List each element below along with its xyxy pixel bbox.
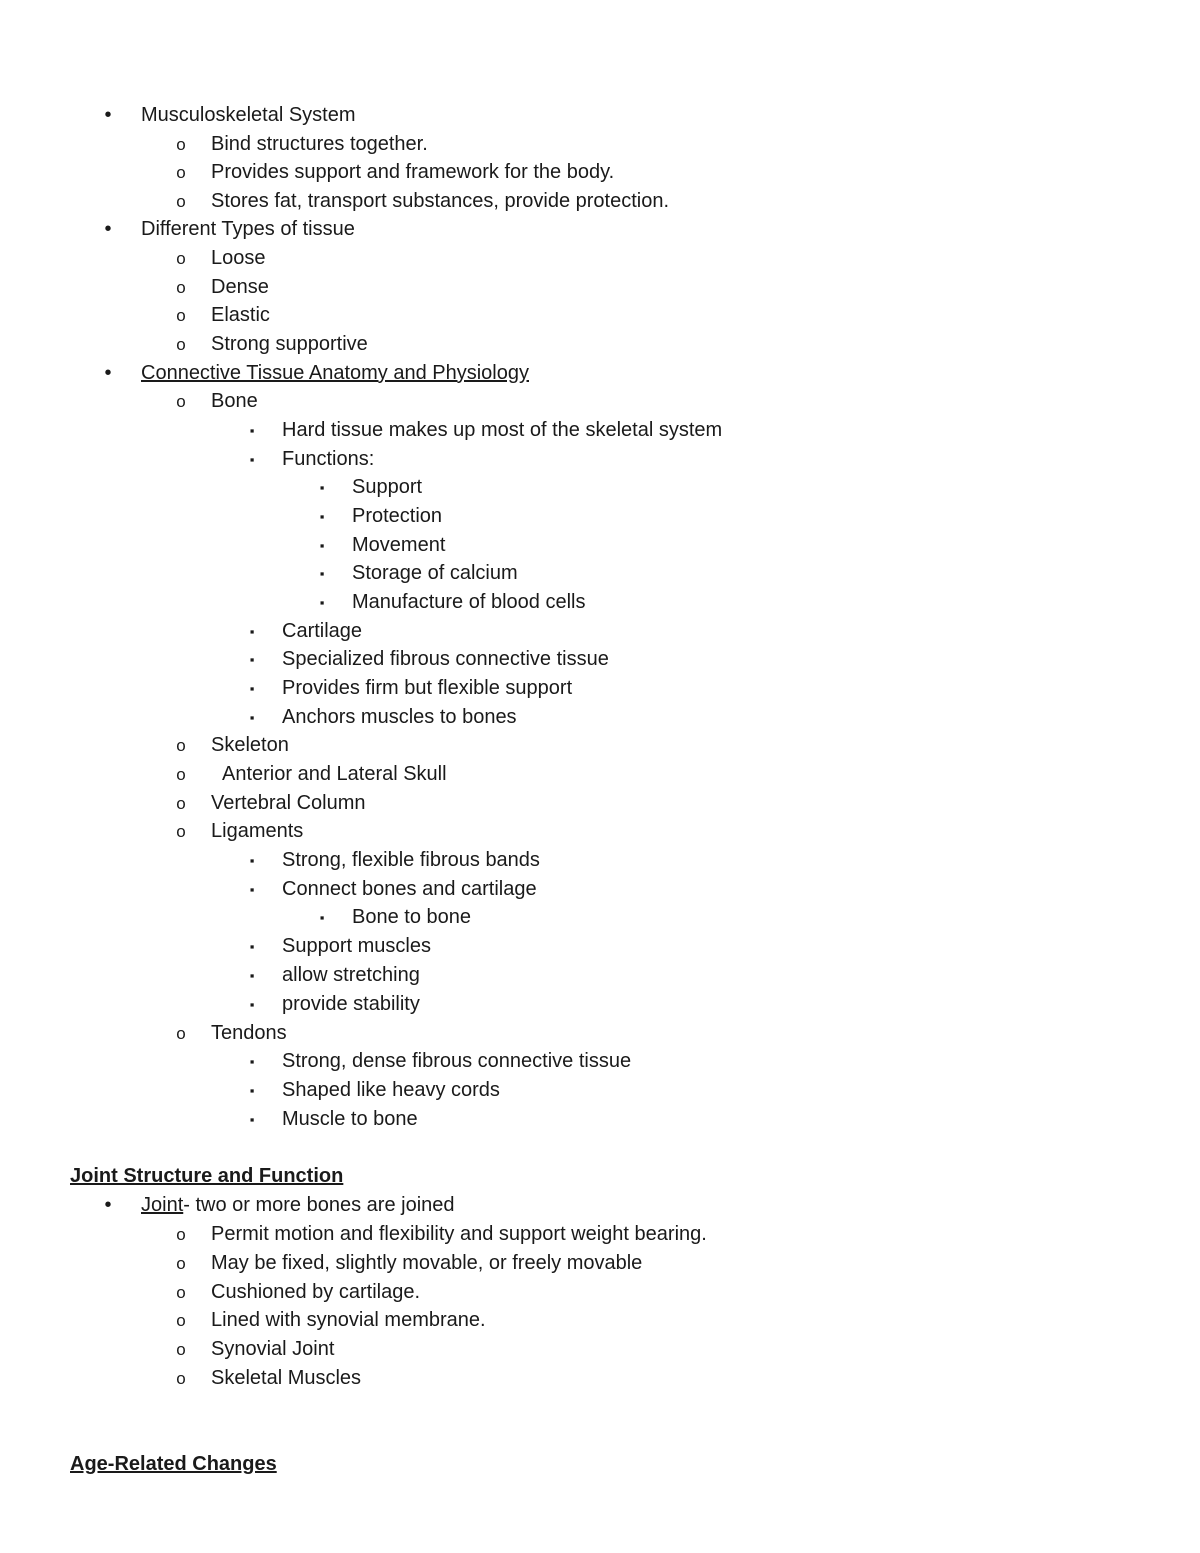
list-item-text: Vertebral Column xyxy=(211,792,366,814)
list-item-text: Bone to bone xyxy=(352,906,471,928)
bullet-square: ▪ xyxy=(249,968,255,983)
list-item-text: Synovial Joint xyxy=(211,1338,335,1360)
bullet-square: ▪ xyxy=(249,681,255,696)
bullet-disc: • xyxy=(104,1194,112,1216)
bullet-circle: o xyxy=(176,1024,186,1043)
bullet-square: ▪ xyxy=(249,1112,255,1127)
bullet-disc: • xyxy=(104,362,112,384)
list-item-text: Musculoskeletal System xyxy=(141,104,356,126)
section-heading-joint: Joint Structure and Function xyxy=(70,1165,344,1187)
list-item-text: Muscle to bone xyxy=(282,1108,418,1130)
bullet-square: ▪ xyxy=(249,882,255,897)
list-item-text: Functions: xyxy=(282,448,375,470)
bullet-circle: o xyxy=(176,1311,186,1330)
bullet-circle: o xyxy=(176,163,186,182)
bullet-square: ▪ xyxy=(249,624,255,639)
list-item-text: Dense xyxy=(211,276,269,298)
bullet-square: ▪ xyxy=(319,595,325,610)
list-item-text: Hard tissue makes up most of the skeletal system xyxy=(282,419,723,441)
bullet-square: ▪ xyxy=(319,509,325,524)
bullet-square: ▪ xyxy=(319,910,325,925)
list-item-text: Connect bones and cartilage xyxy=(282,878,537,900)
list-item-text: May be fixed, slightly movable, or freely movable xyxy=(211,1252,643,1274)
list-item-text: allow stretching xyxy=(282,964,420,986)
list-item-text: Elastic xyxy=(211,304,270,326)
list-item-text: Cushioned by cartilage. xyxy=(211,1281,421,1303)
bullet-circle: o xyxy=(176,1369,186,1388)
list-item-text: Skeletal Muscles xyxy=(211,1367,362,1389)
bullet-square: ▪ xyxy=(249,452,255,467)
bullet-circle: o xyxy=(176,765,186,784)
list-item-text: Protection xyxy=(352,505,443,527)
joint-term: Joint xyxy=(141,1194,184,1216)
bullet-circle: o xyxy=(176,335,186,354)
list-item-text: Support xyxy=(352,476,423,498)
list-item-text: Provides support and framework for the body. xyxy=(211,161,615,183)
list-item-text: Lined with synovial membrane. xyxy=(211,1309,486,1331)
bullet-circle: o xyxy=(176,192,186,211)
list-item-text: Skeleton xyxy=(211,734,289,756)
bullet-circle: o xyxy=(176,278,186,297)
list-item-text: Permit motion and flexibility and support weight bearing. xyxy=(211,1223,707,1245)
bullet-disc: • xyxy=(104,218,112,240)
bullet-circle: o xyxy=(176,306,186,325)
list-item-text: Strong, dense fibrous connective tissue xyxy=(282,1050,632,1072)
list-item-text: Strong, flexible fibrous bands xyxy=(282,849,540,871)
list-item-text: Storage of calcium xyxy=(352,562,518,584)
list-item-text: Shaped like heavy cords xyxy=(282,1079,500,1101)
list-item-text: Movement xyxy=(352,534,446,556)
bullet-square: ▪ xyxy=(249,997,255,1012)
bullet-circle: o xyxy=(176,1225,186,1244)
list-item-text: Anchors muscles to bones xyxy=(282,706,517,728)
bullet-square: ▪ xyxy=(319,566,325,581)
list-item-text: Strong supportive xyxy=(211,333,368,355)
bullet-square: ▪ xyxy=(249,652,255,667)
list-item-text: Specialized fibrous connective tissue xyxy=(282,648,609,670)
joint-definition: - two or more bones are joined xyxy=(183,1194,455,1216)
bullet-square: ▪ xyxy=(249,1083,255,1098)
bullet-square: ▪ xyxy=(319,480,325,495)
bullet-circle: o xyxy=(176,822,186,841)
bullet-circle: o xyxy=(176,736,186,755)
list-item-text: Tendons xyxy=(211,1022,287,1044)
bullet-square: ▪ xyxy=(249,1054,255,1069)
bullet-square: ▪ xyxy=(319,538,325,553)
bullet-square: ▪ xyxy=(249,423,255,438)
bullet-circle: o xyxy=(176,1340,186,1359)
list-item-text: Ligaments xyxy=(211,820,304,842)
bullet-square: ▪ xyxy=(249,939,255,954)
bullet-square: ▪ xyxy=(249,853,255,868)
list-item-text: Bone xyxy=(211,390,258,412)
list-item-text: Cartilage xyxy=(282,620,363,642)
bullet-circle: o xyxy=(176,392,186,411)
list-item-text: Bind structures together. xyxy=(211,133,428,155)
list-item-text: Stores fat, transport substances, provide protection. xyxy=(211,190,670,212)
list-item-text: provide stability xyxy=(282,993,420,1015)
list-item-text: Loose xyxy=(211,247,266,269)
list-item-text: Provides firm but flexible support xyxy=(282,677,573,699)
list-item-text xyxy=(141,1191,455,1220)
bullet-circle: o xyxy=(176,1283,186,1302)
bullet-disc: • xyxy=(104,104,112,126)
list-item-text: Manufacture of blood cells xyxy=(352,591,586,613)
list-item-text: Anterior and Lateral Skull xyxy=(222,763,447,785)
section-title: Connective Tissue Anatomy and Physiology xyxy=(141,362,529,384)
bullet-circle: o xyxy=(176,249,186,268)
list-item-text: Support muscles xyxy=(282,935,431,957)
bullet-circle: o xyxy=(176,794,186,813)
list-item-text: Different Types of tissue xyxy=(141,218,355,240)
bullet-circle: o xyxy=(176,135,186,154)
bullet-circle: o xyxy=(176,1254,186,1273)
bullet-square: ▪ xyxy=(249,710,255,725)
section-heading-age: Age-Related Changes xyxy=(70,1453,277,1475)
